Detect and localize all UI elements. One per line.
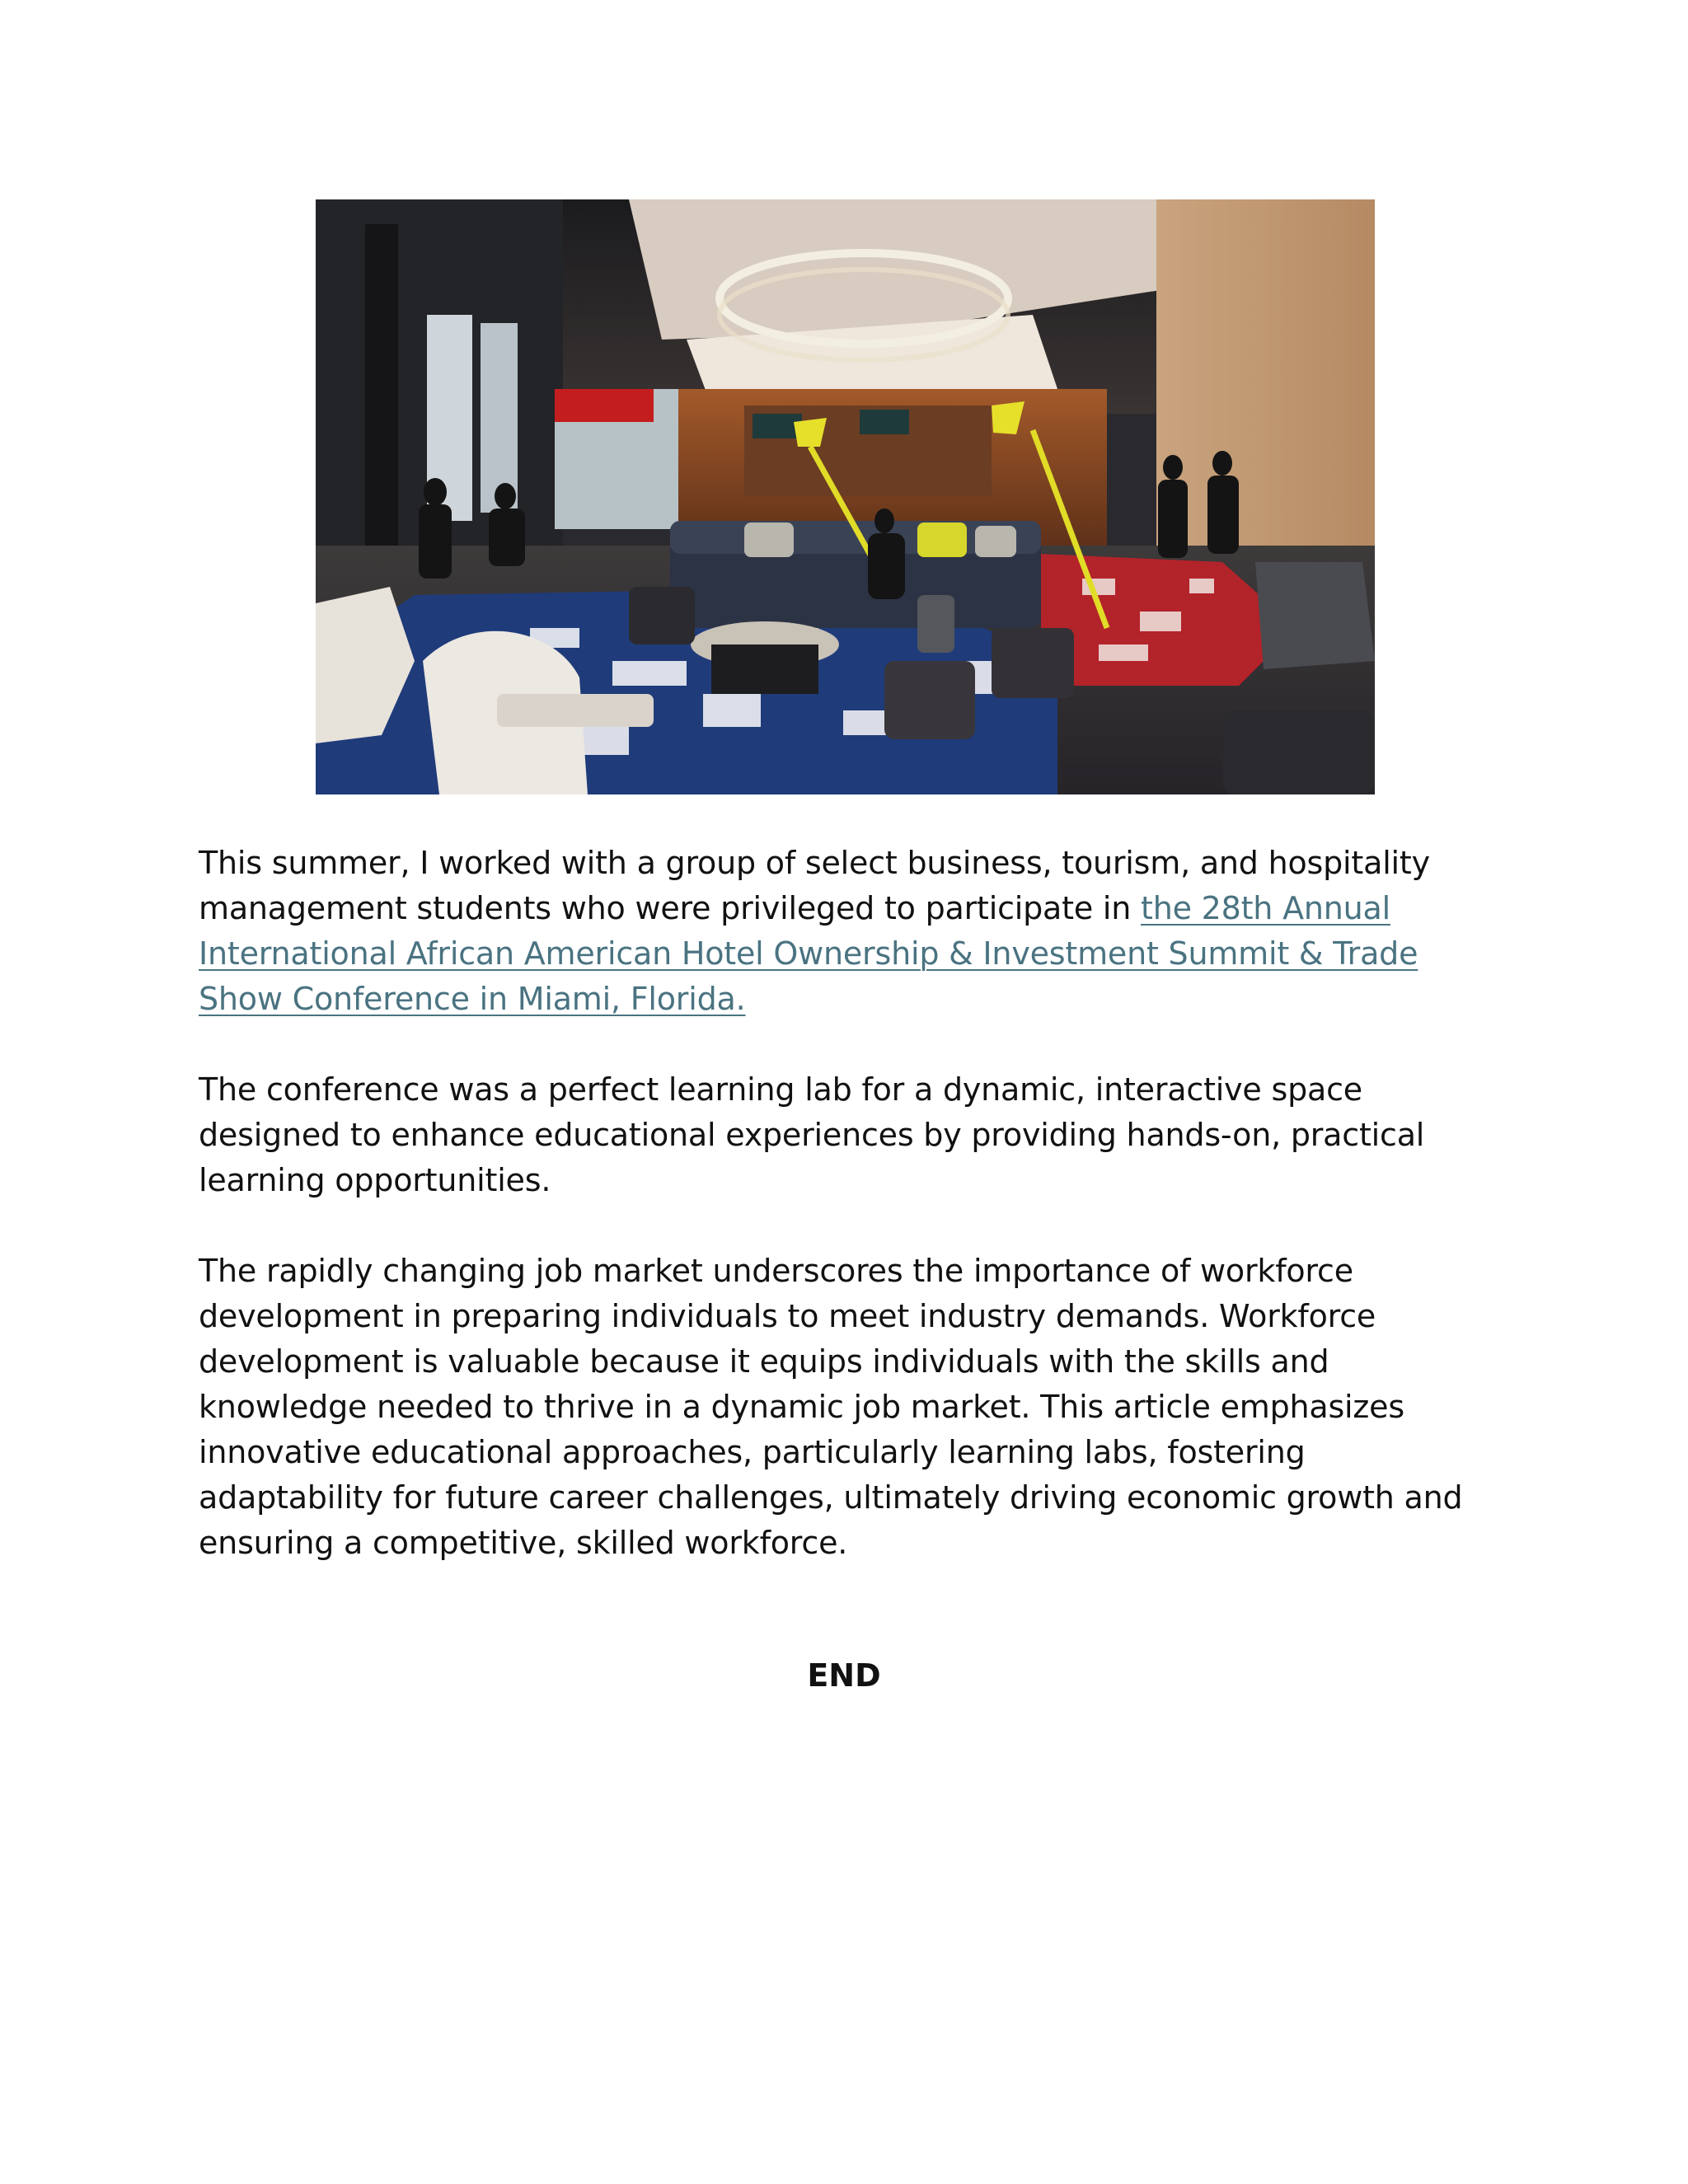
learning-lab-paragraph: The conference was a perfect learning lab for a dynamic, interactive space designed to enhance educational experiences by providing hands-on, practical learning opportunities. [199, 1071, 1425, 1198]
end-label: END [807, 1657, 881, 1694]
workforce-paragraph: The rapidly changing job market underscores the importance of workforce development in preparing individuals to meet industry demands. Workforce development is valuable because it equips individuals with the skills and knowledge needed to thrive in a dynamic job market. This article emphasizes innovative educational approaches, particularly learning labs, fostering adaptability for future career challenges, ultimately driving economic growth and ensuring a competitive, skilled workforce. [199, 1253, 1463, 1561]
article-body [199, 841, 1484, 1611]
intro-text: This summer, I worked with a group of select business, tourism, and hospitality management students who were privileged to participate in [199, 845, 1430, 926]
intro-paragraph [199, 841, 1484, 1022]
conference-link[interactable]: the 28th Annual International African American Hotel Ownership & Investment Summit & Trade Show Conference in Miami, Florida. [199, 890, 1418, 1017]
hotel-lobby-photo [316, 199, 1375, 794]
